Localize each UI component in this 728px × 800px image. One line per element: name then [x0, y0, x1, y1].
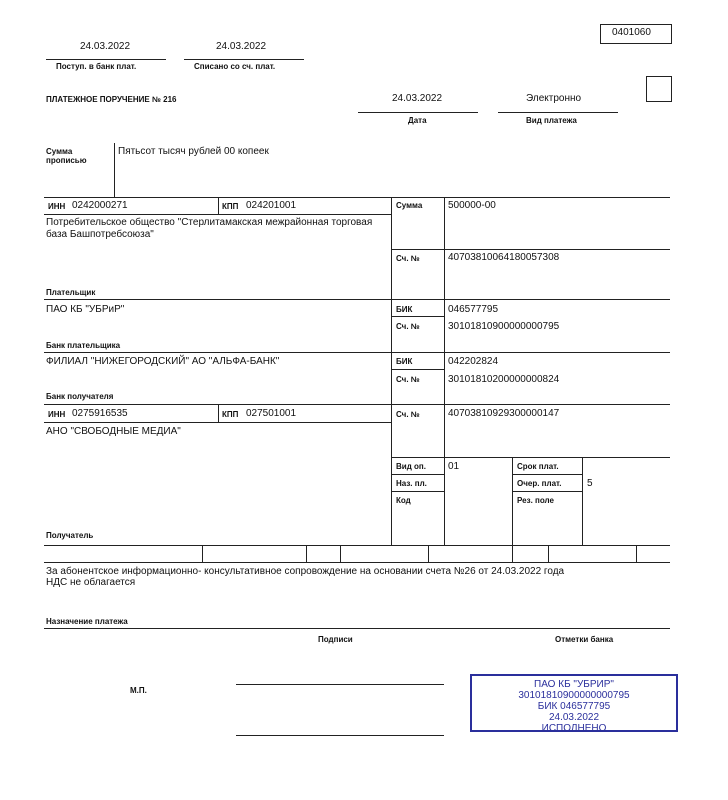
payee-section-line [44, 545, 670, 546]
payee-bank-section-line [44, 404, 670, 405]
payment-type: Электронно [526, 93, 582, 104]
payee-name: АНО "СВОБОДНЫЕ МЕДИА" [46, 426, 181, 437]
mp-label: М.П. [130, 686, 147, 695]
payer-inn-label: ИНН [48, 202, 66, 211]
payee-acc-label: Сч. № [396, 410, 420, 419]
payer-bank-acc-label: Сч. № [396, 322, 420, 331]
amount-words-divider [114, 143, 115, 197]
payee-account-line [391, 457, 670, 458]
payer-bank-section-line [44, 352, 670, 353]
payer-account-label: Сч. № [396, 254, 420, 263]
bank-marks-label: Отметки банка [555, 635, 614, 644]
payer-bank-bik-label: БИК [396, 305, 413, 314]
stamp-status: ИСПОЛНЕНО [541, 723, 607, 734]
amount-words: Пятьсот тысяч рублей 00 копеек [118, 146, 269, 157]
stamp-corr-account: 30101810900000000795 [518, 690, 630, 701]
payment-purpose: За абонентское информационно- консультативное сопровождение на основании счета №26 от 24.03.2022 года [46, 566, 565, 577]
grid-top-line [44, 197, 670, 198]
payee-inn-label: ИНН [48, 410, 66, 419]
reserve-label: Рез. поле [517, 496, 554, 505]
payer-bank-name: ПАО КБ "УБРиР" [46, 304, 125, 315]
payment-checkbox [646, 76, 672, 102]
label-payment-type: Вид платежа [526, 116, 577, 125]
payer-section-label: Плательщик [46, 288, 96, 297]
payer-inn: 0242000271 [72, 200, 128, 211]
priority-line [512, 491, 582, 492]
tax-cell-5 [512, 545, 513, 562]
stamp-date: 24.03.2022 [548, 712, 600, 723]
payee-account: 40703810929300000147 [448, 408, 560, 419]
priority: 5 [587, 478, 593, 489]
tax-cell-1 [202, 545, 203, 562]
term-label: Срок плат. [517, 462, 559, 471]
grid-col-divider-3 [512, 457, 513, 545]
date-written-off: 24.03.2022 [216, 41, 267, 52]
signatures-label: Подписи [318, 635, 353, 644]
payer-name: Потребительское общество "Стерлитамакская межрайонная торговая база Башпотребсоюза" [46, 217, 373, 240]
op-type: 01 [448, 461, 460, 472]
payee-bank-bik: 042202824 [448, 356, 499, 367]
payee-kpp: 027501001 [246, 408, 297, 419]
payer-bank-corr-account: 30101810900000000795 [448, 321, 560, 332]
label-received: Поступ. в банк плат. [56, 62, 137, 71]
payer-bik-line [391, 316, 444, 317]
tax-cell-4 [428, 545, 429, 562]
amount-row-line [391, 249, 670, 250]
tax-cell-2 [306, 545, 307, 562]
payer-bank-section-label: Банк плательщика [46, 341, 121, 350]
purpose-code-line [391, 491, 444, 492]
inn-row-line [44, 214, 391, 215]
label-amount-words: Сумма прописью [46, 147, 87, 165]
op-type-line [391, 474, 444, 475]
priority-label: Очер. плат. [517, 479, 562, 488]
payer-bank-bik: 046577795 [448, 304, 499, 315]
payee-inn: 0275916535 [72, 408, 128, 419]
form-code: 0401060 [612, 27, 651, 38]
payee-bank-acc-label: Сч. № [396, 375, 420, 384]
payment-type-line [498, 112, 618, 113]
payment-date: 24.03.2022 [392, 93, 443, 104]
signature-line-2 [236, 735, 444, 736]
tax-cell-3 [340, 545, 341, 562]
vat-note: НДС не облагается [46, 577, 136, 588]
payer-kpp: 024201001 [246, 200, 297, 211]
purpose-line [44, 628, 670, 629]
date-received-line [46, 59, 166, 60]
date-written-off-line [184, 59, 304, 60]
payer-section-line [44, 299, 670, 300]
tax-cell-6 [548, 545, 549, 562]
payee-bik-line [391, 369, 444, 370]
payee-bank-bik-label: БИК [396, 357, 413, 366]
stamp-bank-name: ПАО КБ "УБРИР" [534, 679, 614, 690]
page-title: ПЛАТЕЖНОЕ ПОРУЧЕНИЕ № 216 [46, 95, 177, 104]
op-type-label: Вид оп. [396, 462, 426, 471]
tax-cell-7 [636, 545, 637, 562]
bank-stamp [470, 674, 678, 732]
purpose-label: Назначение платежа [46, 617, 128, 626]
amount-value: 500000-00 [448, 200, 496, 211]
term-line [512, 474, 582, 475]
tax-row-bottom-line [44, 562, 670, 563]
date-line [358, 112, 478, 113]
purpose-code-label: Наз. пл. [396, 479, 427, 488]
label-date: Дата [408, 116, 427, 125]
payee-bank-corr-account: 30101810200000000824 [448, 374, 560, 385]
kpp-divider [218, 197, 219, 214]
code-label: Код [396, 496, 411, 505]
payer-kpp-label: КПП [222, 202, 239, 211]
payer-account: 40703810064180057308 [448, 252, 560, 263]
payee-inn-line [44, 422, 391, 423]
payee-kpp-label: КПП [222, 410, 239, 419]
payee-bank-name: ФИЛИАЛ "НИЖЕГОРОДСКИЙ" АО "АЛЬФА-БАНК" [46, 356, 280, 367]
label-written-off: Списано со сч. плат. [194, 62, 276, 71]
payee-kpp-divider [218, 404, 219, 422]
date-received: 24.03.2022 [80, 41, 131, 52]
signature-line-1 [236, 684, 444, 685]
payee-bank-section-label: Банк получателя [46, 392, 114, 401]
payee-section-label: Получатель [46, 531, 94, 540]
stamp-bik: БИК 046577795 [537, 701, 611, 712]
amount-label: Сумма [396, 201, 423, 210]
grid-col-divider-4 [582, 457, 583, 545]
